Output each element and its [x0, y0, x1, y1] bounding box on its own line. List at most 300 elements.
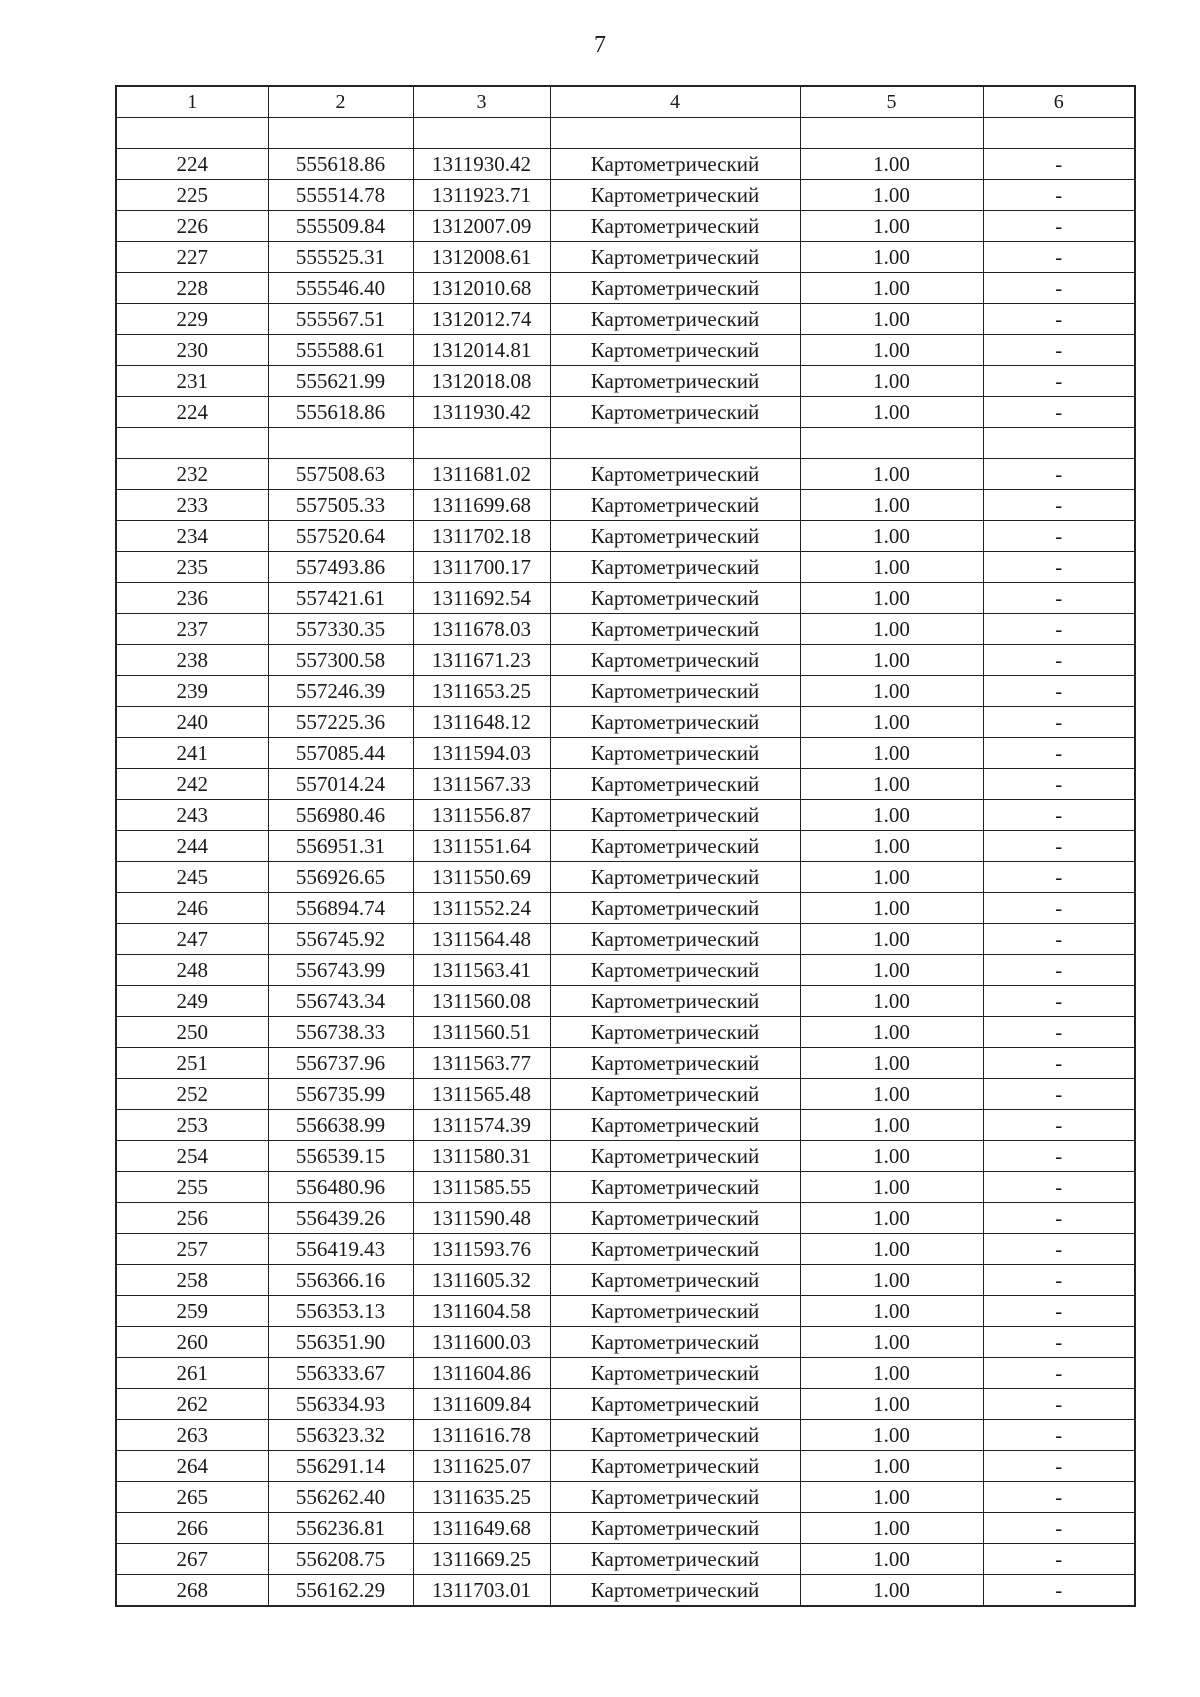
table-row: [116, 1327, 1135, 1358]
point-number-cell: 268: [116, 1575, 268, 1607]
method-cell: Картометрический: [550, 1048, 800, 1079]
point-number-cell: 225: [116, 180, 268, 211]
table-row: [116, 1172, 1135, 1203]
y-coordinate-cell: 1311648.12: [413, 707, 550, 738]
table-spacer-row: [116, 118, 1135, 149]
x-coordinate-cell: 556743.34: [268, 986, 413, 1017]
y-coordinate-cell: 1311609.84: [413, 1389, 550, 1420]
point-number-cell: 247: [116, 924, 268, 955]
x-coordinate-cell: 556980.46: [268, 800, 413, 831]
point-number-cell: 237: [116, 614, 268, 645]
x-coordinate-cell: 555514.78: [268, 180, 413, 211]
empty-cell: [268, 428, 413, 459]
method-cell: Картометрический: [550, 614, 800, 645]
accuracy-cell: 1.00: [800, 986, 983, 1017]
table-row: [116, 862, 1135, 893]
accuracy-cell: 1.00: [800, 1265, 983, 1296]
x-coordinate-cell: 557246.39: [268, 676, 413, 707]
point-number-cell: 240: [116, 707, 268, 738]
accuracy-cell: 1.00: [800, 676, 983, 707]
table-row: [116, 1265, 1135, 1296]
accuracy-cell: 1.00: [800, 1017, 983, 1048]
note-cell: -: [983, 645, 1135, 676]
accuracy-cell: 1.00: [800, 1451, 983, 1482]
accuracy-cell: 1.00: [800, 1296, 983, 1327]
table-row: [116, 986, 1135, 1017]
table-row: [116, 800, 1135, 831]
table-row: [116, 1017, 1135, 1048]
method-cell: Картометрический: [550, 924, 800, 955]
table-row: [116, 1420, 1135, 1451]
method-cell: Картометрический: [550, 1482, 800, 1513]
x-coordinate-cell: 557300.58: [268, 645, 413, 676]
x-coordinate-cell: 555546.40: [268, 273, 413, 304]
x-coordinate-cell: 556735.99: [268, 1079, 413, 1110]
note-cell: -: [983, 1358, 1135, 1389]
y-coordinate-cell: 1311565.48: [413, 1079, 550, 1110]
y-coordinate-cell: 1311616.78: [413, 1420, 550, 1451]
x-coordinate-cell: 556738.33: [268, 1017, 413, 1048]
table-row: [116, 366, 1135, 397]
x-coordinate-cell: 555618.86: [268, 149, 413, 180]
point-number-cell: 255: [116, 1172, 268, 1203]
table-row: [116, 1544, 1135, 1575]
table-row: [116, 707, 1135, 738]
method-cell: Картометрический: [550, 769, 800, 800]
accuracy-cell: 1.00: [800, 242, 983, 273]
note-cell: -: [983, 986, 1135, 1017]
point-number-cell: 235: [116, 552, 268, 583]
y-coordinate-cell: 1311585.55: [413, 1172, 550, 1203]
table-row: [116, 490, 1135, 521]
y-coordinate-cell: 1311604.58: [413, 1296, 550, 1327]
accuracy-cell: 1.00: [800, 304, 983, 335]
point-number-cell: 251: [116, 1048, 268, 1079]
y-coordinate-cell: 1311574.39: [413, 1110, 550, 1141]
empty-cell: [983, 118, 1135, 149]
x-coordinate-cell: 556419.43: [268, 1234, 413, 1265]
note-cell: -: [983, 583, 1135, 614]
point-number-cell: 258: [116, 1265, 268, 1296]
note-cell: -: [983, 1079, 1135, 1110]
method-cell: Картометрический: [550, 1296, 800, 1327]
note-cell: -: [983, 273, 1135, 304]
table-row: [116, 1048, 1135, 1079]
y-coordinate-cell: 1311580.31: [413, 1141, 550, 1172]
note-cell: -: [983, 769, 1135, 800]
method-cell: Картометрический: [550, 1079, 800, 1110]
accuracy-cell: 1.00: [800, 738, 983, 769]
note-cell: -: [983, 1327, 1135, 1358]
table-row: [116, 738, 1135, 769]
x-coordinate-cell: 555621.99: [268, 366, 413, 397]
empty-cell: [116, 118, 268, 149]
accuracy-cell: 1.00: [800, 1420, 983, 1451]
x-coordinate-cell: 557014.24: [268, 769, 413, 800]
accuracy-cell: 1.00: [800, 955, 983, 986]
x-coordinate-cell: 556439.26: [268, 1203, 413, 1234]
column-header: 2: [268, 86, 413, 118]
x-coordinate-cell: 556951.31: [268, 831, 413, 862]
table-row: [116, 304, 1135, 335]
table-row: [116, 180, 1135, 211]
method-cell: Картометрический: [550, 242, 800, 273]
x-coordinate-cell: 556737.96: [268, 1048, 413, 1079]
x-coordinate-cell: 556291.14: [268, 1451, 413, 1482]
x-coordinate-cell: 557508.63: [268, 459, 413, 490]
method-cell: Картометрический: [550, 1389, 800, 1420]
y-coordinate-cell: 1311560.51: [413, 1017, 550, 1048]
method-cell: Картометрический: [550, 676, 800, 707]
x-coordinate-cell: 557493.86: [268, 552, 413, 583]
point-number-cell: 266: [116, 1513, 268, 1544]
method-cell: Картометрический: [550, 1234, 800, 1265]
point-number-cell: 259: [116, 1296, 268, 1327]
y-coordinate-cell: 1311563.77: [413, 1048, 550, 1079]
note-cell: -: [983, 1110, 1135, 1141]
y-coordinate-cell: 1311552.24: [413, 893, 550, 924]
point-number-cell: 229: [116, 304, 268, 335]
empty-cell: [116, 428, 268, 459]
note-cell: -: [983, 955, 1135, 986]
y-coordinate-cell: 1311635.25: [413, 1482, 550, 1513]
point-number-cell: 254: [116, 1141, 268, 1172]
method-cell: Картометрический: [550, 1141, 800, 1172]
point-number-cell: 238: [116, 645, 268, 676]
method-cell: Картометрический: [550, 304, 800, 335]
method-cell: Картометрический: [550, 831, 800, 862]
x-coordinate-cell: 557421.61: [268, 583, 413, 614]
x-coordinate-cell: 556236.81: [268, 1513, 413, 1544]
method-cell: Картометрический: [550, 1327, 800, 1358]
table-row: [116, 1296, 1135, 1327]
note-cell: -: [983, 459, 1135, 490]
accuracy-cell: 1.00: [800, 1575, 983, 1607]
empty-cell: [800, 428, 983, 459]
point-number-cell: 239: [116, 676, 268, 707]
y-coordinate-cell: 1311681.02: [413, 459, 550, 490]
empty-cell: [413, 428, 550, 459]
column-header: 5: [800, 86, 983, 118]
x-coordinate-cell: 556745.92: [268, 924, 413, 955]
x-coordinate-cell: 555525.31: [268, 242, 413, 273]
point-number-cell: 249: [116, 986, 268, 1017]
empty-cell: [413, 118, 550, 149]
note-cell: -: [983, 614, 1135, 645]
accuracy-cell: 1.00: [800, 1513, 983, 1544]
accuracy-cell: 1.00: [800, 800, 983, 831]
y-coordinate-cell: 1311590.48: [413, 1203, 550, 1234]
table-row: [116, 459, 1135, 490]
empty-cell: [983, 428, 1135, 459]
accuracy-cell: 1.00: [800, 1234, 983, 1265]
table-row: [116, 1389, 1135, 1420]
method-cell: Картометрический: [550, 366, 800, 397]
accuracy-cell: 1.00: [800, 1544, 983, 1575]
y-coordinate-cell: 1311678.03: [413, 614, 550, 645]
method-cell: Картометрический: [550, 893, 800, 924]
method-cell: Картометрический: [550, 1172, 800, 1203]
accuracy-cell: 1.00: [800, 1141, 983, 1172]
point-number-cell: 227: [116, 242, 268, 273]
table-row: [116, 614, 1135, 645]
method-cell: Картометрический: [550, 738, 800, 769]
method-cell: Картометрический: [550, 1358, 800, 1389]
note-cell: -: [983, 800, 1135, 831]
y-coordinate-cell: 1311669.25: [413, 1544, 550, 1575]
table-row: [116, 831, 1135, 862]
x-coordinate-cell: 557330.35: [268, 614, 413, 645]
column-header: 1: [116, 86, 268, 118]
table-row: [116, 211, 1135, 242]
y-coordinate-cell: 1311649.68: [413, 1513, 550, 1544]
accuracy-cell: 1.00: [800, 552, 983, 583]
y-coordinate-cell: 1311604.86: [413, 1358, 550, 1389]
y-coordinate-cell: 1311703.01: [413, 1575, 550, 1607]
x-coordinate-cell: 556894.74: [268, 893, 413, 924]
accuracy-cell: 1.00: [800, 1048, 983, 1079]
table-row: [116, 335, 1135, 366]
accuracy-cell: 1.00: [800, 924, 983, 955]
accuracy-cell: 1.00: [800, 614, 983, 645]
method-cell: Картометрический: [550, 1513, 800, 1544]
accuracy-cell: 1.00: [800, 1079, 983, 1110]
x-coordinate-cell: 556353.13: [268, 1296, 413, 1327]
x-coordinate-cell: 557225.36: [268, 707, 413, 738]
table-spacer-row: [116, 428, 1135, 459]
accuracy-cell: 1.00: [800, 211, 983, 242]
y-coordinate-cell: 1311567.33: [413, 769, 550, 800]
x-coordinate-cell: 556743.99: [268, 955, 413, 986]
point-number-cell: 226: [116, 211, 268, 242]
accuracy-cell: 1.00: [800, 459, 983, 490]
y-coordinate-cell: 1311556.87: [413, 800, 550, 831]
note-cell: -: [983, 1203, 1135, 1234]
note-cell: -: [983, 738, 1135, 769]
page-number: 7: [594, 32, 606, 58]
table-row: [116, 769, 1135, 800]
table-row: [116, 1203, 1135, 1234]
x-coordinate-cell: 556262.40: [268, 1482, 413, 1513]
point-number-cell: 228: [116, 273, 268, 304]
note-cell: -: [983, 831, 1135, 862]
accuracy-cell: 1.00: [800, 397, 983, 428]
accuracy-cell: 1.00: [800, 273, 983, 304]
point-number-cell: 224: [116, 397, 268, 428]
y-coordinate-cell: 1311625.07: [413, 1451, 550, 1482]
note-cell: -: [983, 1265, 1135, 1296]
table-row: [116, 1079, 1135, 1110]
accuracy-cell: 1.00: [800, 862, 983, 893]
y-coordinate-cell: 1311653.25: [413, 676, 550, 707]
point-number-cell: 253: [116, 1110, 268, 1141]
y-coordinate-cell: 1311930.42: [413, 397, 550, 428]
note-cell: -: [983, 397, 1135, 428]
table-row: [116, 1513, 1135, 1544]
method-cell: Картометрический: [550, 1110, 800, 1141]
note-cell: -: [983, 1141, 1135, 1172]
accuracy-cell: 1.00: [800, 1203, 983, 1234]
table-row: [116, 552, 1135, 583]
table-row: [116, 583, 1135, 614]
method-cell: Картометрический: [550, 1420, 800, 1451]
note-cell: -: [983, 1513, 1135, 1544]
empty-cell: [550, 118, 800, 149]
table-row: [116, 397, 1135, 428]
note-cell: -: [983, 1575, 1135, 1607]
table-row: [116, 955, 1135, 986]
accuracy-cell: 1.00: [800, 1358, 983, 1389]
note-cell: -: [983, 1451, 1135, 1482]
method-cell: Картометрический: [550, 490, 800, 521]
y-coordinate-cell: 1311692.54: [413, 583, 550, 614]
x-coordinate-cell: 557085.44: [268, 738, 413, 769]
note-cell: -: [983, 149, 1135, 180]
table-row: [116, 242, 1135, 273]
table-row: [116, 1482, 1135, 1513]
y-coordinate-cell: 1311600.03: [413, 1327, 550, 1358]
point-number-cell: 250: [116, 1017, 268, 1048]
point-number-cell: 257: [116, 1234, 268, 1265]
accuracy-cell: 1.00: [800, 1389, 983, 1420]
y-coordinate-cell: 1312012.74: [413, 304, 550, 335]
y-coordinate-cell: 1311564.48: [413, 924, 550, 955]
accuracy-cell: 1.00: [800, 707, 983, 738]
method-cell: Картометрический: [550, 211, 800, 242]
empty-cell: [800, 118, 983, 149]
point-number-cell: 242: [116, 769, 268, 800]
method-cell: Картометрический: [550, 986, 800, 1017]
point-number-cell: 256: [116, 1203, 268, 1234]
note-cell: -: [983, 924, 1135, 955]
point-number-cell: 267: [116, 1544, 268, 1575]
empty-cell: [550, 428, 800, 459]
table-row: [116, 676, 1135, 707]
point-number-cell: 243: [116, 800, 268, 831]
table-row: [116, 1451, 1135, 1482]
accuracy-cell: 1.00: [800, 831, 983, 862]
point-number-cell: 264: [116, 1451, 268, 1482]
y-coordinate-cell: 1311560.08: [413, 986, 550, 1017]
column-header: 3: [413, 86, 550, 118]
accuracy-cell: 1.00: [800, 521, 983, 552]
method-cell: Картометрический: [550, 273, 800, 304]
x-coordinate-cell: 556208.75: [268, 1544, 413, 1575]
point-number-cell: 265: [116, 1482, 268, 1513]
note-cell: -: [983, 1234, 1135, 1265]
x-coordinate-cell: 555509.84: [268, 211, 413, 242]
y-coordinate-cell: 1311930.42: [413, 149, 550, 180]
column-header: 6: [983, 86, 1135, 118]
table-body: [116, 86, 1135, 1606]
accuracy-cell: 1.00: [800, 1327, 983, 1358]
column-header: 4: [550, 86, 800, 118]
table-row: [116, 645, 1135, 676]
note-cell: -: [983, 1172, 1135, 1203]
note-cell: -: [983, 242, 1135, 273]
method-cell: Картометрический: [550, 1575, 800, 1607]
y-coordinate-cell: 1312010.68: [413, 273, 550, 304]
y-coordinate-cell: 1311594.03: [413, 738, 550, 769]
x-coordinate-cell: 556366.16: [268, 1265, 413, 1296]
y-coordinate-cell: 1311550.69: [413, 862, 550, 893]
note-cell: -: [983, 521, 1135, 552]
y-coordinate-cell: 1312014.81: [413, 335, 550, 366]
note-cell: -: [983, 1048, 1135, 1079]
y-coordinate-cell: 1311923.71: [413, 180, 550, 211]
point-number-cell: 236: [116, 583, 268, 614]
x-coordinate-cell: 555567.51: [268, 304, 413, 335]
point-number-cell: 224: [116, 149, 268, 180]
x-coordinate-cell: 556334.93: [268, 1389, 413, 1420]
point-number-cell: 252: [116, 1079, 268, 1110]
method-cell: Картометрический: [550, 1451, 800, 1482]
note-cell: -: [983, 490, 1135, 521]
table-row: [116, 893, 1135, 924]
note-cell: -: [983, 304, 1135, 335]
method-cell: Картометрический: [550, 645, 800, 676]
accuracy-cell: 1.00: [800, 583, 983, 614]
table-row: [116, 1234, 1135, 1265]
table-row: [116, 273, 1135, 304]
accuracy-cell: 1.00: [800, 1110, 983, 1141]
x-coordinate-cell: 557520.64: [268, 521, 413, 552]
point-number-cell: 263: [116, 1420, 268, 1451]
point-number-cell: 234: [116, 521, 268, 552]
note-cell: -: [983, 1296, 1135, 1327]
note-cell: -: [983, 211, 1135, 242]
method-cell: Картометрический: [550, 707, 800, 738]
y-coordinate-cell: 1311699.68: [413, 490, 550, 521]
accuracy-cell: 1.00: [800, 645, 983, 676]
point-number-cell: 260: [116, 1327, 268, 1358]
note-cell: -: [983, 893, 1135, 924]
coordinates-table: [115, 85, 1136, 1607]
x-coordinate-cell: 556323.32: [268, 1420, 413, 1451]
note-cell: -: [983, 1017, 1135, 1048]
y-coordinate-cell: 1311563.41: [413, 955, 550, 986]
method-cell: Картометрический: [550, 955, 800, 986]
note-cell: -: [983, 1544, 1135, 1575]
method-cell: Картометрический: [550, 583, 800, 614]
note-cell: -: [983, 707, 1135, 738]
table-row: [116, 1358, 1135, 1389]
note-cell: -: [983, 862, 1135, 893]
y-coordinate-cell: 1311702.18: [413, 521, 550, 552]
x-coordinate-cell: 557505.33: [268, 490, 413, 521]
x-coordinate-cell: 556638.99: [268, 1110, 413, 1141]
method-cell: Картометрический: [550, 180, 800, 211]
y-coordinate-cell: 1312007.09: [413, 211, 550, 242]
method-cell: Картометрический: [550, 1203, 800, 1234]
y-coordinate-cell: 1311700.17: [413, 552, 550, 583]
accuracy-cell: 1.00: [800, 1482, 983, 1513]
y-coordinate-cell: 1311671.23: [413, 645, 550, 676]
point-number-cell: 231: [116, 366, 268, 397]
point-number-cell: 233: [116, 490, 268, 521]
method-cell: Картометрический: [550, 397, 800, 428]
accuracy-cell: 1.00: [800, 490, 983, 521]
table-row: [116, 149, 1135, 180]
x-coordinate-cell: 555588.61: [268, 335, 413, 366]
accuracy-cell: 1.00: [800, 366, 983, 397]
x-coordinate-cell: 556351.90: [268, 1327, 413, 1358]
method-cell: Картометрический: [550, 800, 800, 831]
table-row: [116, 521, 1135, 552]
table-row: [116, 1575, 1135, 1607]
note-cell: -: [983, 335, 1135, 366]
accuracy-cell: 1.00: [800, 149, 983, 180]
